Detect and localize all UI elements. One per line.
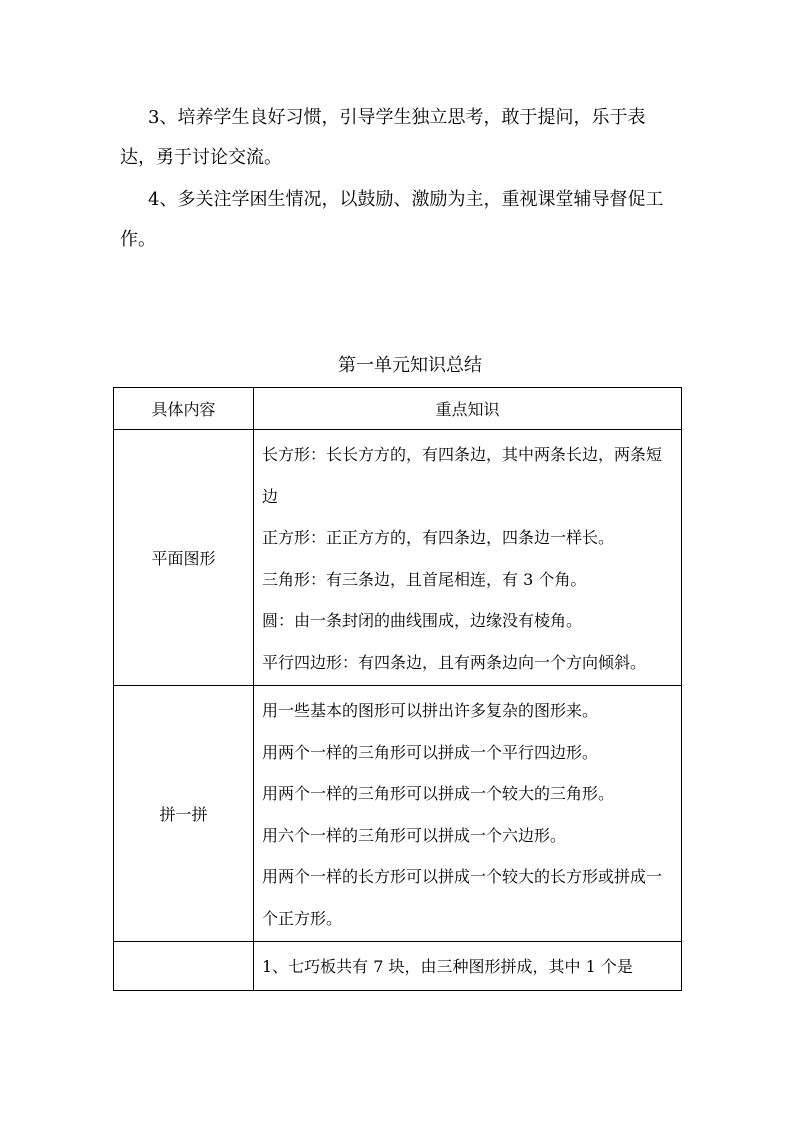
topic-cell-tangram xyxy=(114,942,254,991)
knowledge-line: 正方形：正正方方的，有四条边，四条边一样长。 xyxy=(262,528,615,547)
paragraph-struggling-students: 4、多关注学困生情况，以鼓励、激励为主，重视课堂辅导督促工作。 xyxy=(120,189,664,250)
table-row xyxy=(114,942,682,991)
content-cell-plane-figures xyxy=(254,430,682,686)
knowledge-line: 长方形：长长方方的，有四条边，其中两条长边，两条短边 xyxy=(262,445,663,506)
topic-cell-plane-figures: 平面图形 xyxy=(114,430,254,686)
knowledge-line: 平行四边形：有四条边，且有两条边向一个方向倾斜。 xyxy=(262,652,647,672)
content-cell-piecing xyxy=(254,686,682,942)
knowledge-line: 用六个一样的三角形可以拼成一个六边形。 xyxy=(262,825,567,845)
table-row xyxy=(114,686,682,942)
knowledge-line: 用两个一样的三角形可以拼成一个平行四边形。 xyxy=(262,742,599,762)
topic-cell-piecing: 拼一拼 xyxy=(114,686,254,942)
knowledge-line: 1、七巧板共有 7 块，由三种图形拼成，其中 1 个是 xyxy=(262,957,633,976)
knowledge-line: 三角形：有三条边，且首尾相连，有 3 个角。 xyxy=(262,569,587,589)
header-specific-content: 具体内容 xyxy=(114,388,254,430)
knowledge-line: 用一些基本的图形可以拼出许多复杂的图形来。 xyxy=(262,701,599,720)
knowledge-line: 用两个一样的三角形可以拼成一个较大的三角形。 xyxy=(262,784,615,803)
table-header-row xyxy=(114,388,682,430)
header-key-knowledge: 重点知识 xyxy=(254,388,682,430)
knowledge-line: 用两个一样的长方形可以拼成一个较大的长方形或拼成一个正方形。 xyxy=(262,867,663,928)
paragraph-habits: 3、培养学生良好习惯，引导学生独立思考，敢于提问，乐于表达，勇于讨论交流。 xyxy=(120,107,646,168)
table-row xyxy=(114,430,682,686)
table-title: 第一单元知识总结 xyxy=(338,355,482,376)
knowledge-summary-table xyxy=(113,387,682,991)
content-cell-tangram xyxy=(254,942,682,991)
knowledge-line: 圆：由一条封闭的曲线围成，边缘没有棱角。 xyxy=(262,611,583,630)
